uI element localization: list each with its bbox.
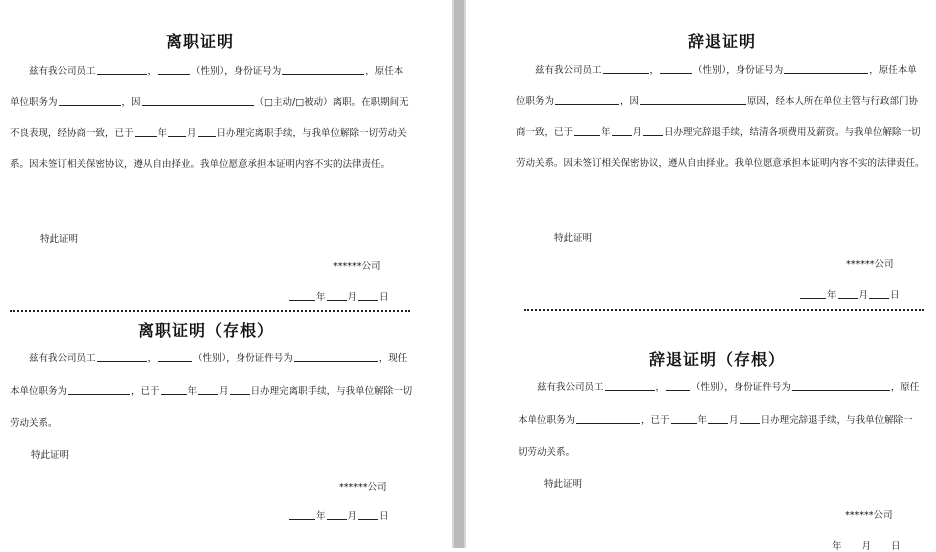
- year-label: 年: [827, 290, 837, 301]
- cut-line-divider: [524, 309, 924, 311]
- dismissal-closing: 特此证明: [554, 233, 593, 244]
- text-segment: 年: [697, 414, 708, 426]
- dismissal-body: [516, 55, 926, 179]
- text-segment: ，原任本单位职务为: [516, 65, 917, 107]
- id-number-blank[interactable]: [294, 351, 378, 362]
- text-segment: ，: [147, 353, 158, 364]
- month-blank[interactable]: [838, 288, 858, 299]
- day-blank[interactable]: [358, 509, 378, 520]
- month-blank[interactable]: [168, 126, 186, 137]
- text-segment: ，: [655, 382, 666, 393]
- month-label: 月: [858, 290, 869, 301]
- resignation-stub-body: [10, 343, 414, 441]
- month-blank[interactable]: [612, 125, 632, 136]
- dismissal-stub-date: [832, 538, 901, 552]
- text-segment: 日办理完辞退手续，与我单位解除一切劳动关系。: [518, 414, 913, 458]
- text-segment: 兹有我公司员工: [535, 65, 602, 76]
- resignation-stub-closing: 特此证明: [31, 450, 70, 461]
- text-segment: 年: [187, 385, 198, 397]
- day-blank[interactable]: [869, 288, 889, 299]
- document-page-left: [0, 0, 452, 548]
- text-segment: （性别），身份证号为: [191, 66, 282, 77]
- id-number-blank[interactable]: [792, 380, 890, 391]
- year-blank[interactable]: [161, 384, 187, 395]
- id-number-blank[interactable]: [784, 63, 868, 74]
- month-blank[interactable]: [708, 413, 728, 424]
- document-page-right: [466, 0, 936, 552]
- text-segment: 月: [729, 414, 739, 426]
- gender-blank[interactable]: [158, 64, 190, 75]
- text-segment: 年: [601, 127, 611, 138]
- resignation-stub-date: [288, 508, 389, 522]
- day-blank[interactable]: [358, 290, 378, 301]
- id-number-blank[interactable]: [282, 64, 364, 75]
- gender-blank[interactable]: [158, 351, 192, 362]
- year-label: 年: [316, 511, 326, 522]
- employee-name-blank[interactable]: [605, 380, 655, 391]
- text-segment: ，因: [620, 96, 640, 107]
- dismissal-company: ******公司: [846, 259, 894, 270]
- resignation-title: 离职证明: [166, 32, 235, 51]
- text-segment: 日办理完离职手续，与我单位解除一切劳动关系。因未签订相关保密协议，遵从自由择业。我单位愿意承担本证明内容不实的法律责任。: [10, 128, 407, 170]
- text-segment: ，: [649, 65, 660, 76]
- text-segment: （性别），身份证件号为: [193, 353, 293, 364]
- reason-blank[interactable]: [640, 94, 746, 105]
- text-segment: ，已于: [641, 414, 670, 426]
- gender-blank[interactable]: [666, 380, 690, 391]
- month-label: 月: [347, 292, 358, 303]
- resignation-company: ******公司: [333, 261, 381, 272]
- page-gutter: [452, 0, 466, 548]
- text-segment: ，: [147, 66, 158, 77]
- month-label: 月: [347, 511, 358, 522]
- year-blank[interactable]: [135, 126, 157, 137]
- year-blank[interactable]: [574, 125, 600, 136]
- text-segment: 月: [219, 385, 229, 397]
- dismissal-stub-title: 辞退证明（存根）: [649, 350, 786, 369]
- reason-blank[interactable]: [142, 95, 254, 106]
- year-label: 年: [832, 541, 842, 552]
- year-blank[interactable]: [289, 290, 315, 301]
- text-segment: （性别），身份证号为: [693, 65, 784, 76]
- text-segment: 兹有我公司员工: [29, 66, 96, 77]
- resignation-body: [10, 56, 412, 180]
- employee-name-blank[interactable]: [97, 351, 147, 362]
- employee-name-blank[interactable]: [97, 64, 147, 75]
- month-label: 月: [861, 541, 872, 552]
- text-segment: ，原任本单位职务为: [518, 382, 920, 426]
- resignation-date: [288, 289, 389, 303]
- dismissal-stub-company: ******公司: [845, 510, 893, 521]
- text-segment: 月: [187, 128, 197, 139]
- day-label: 日: [379, 292, 389, 303]
- day-blank[interactable]: [230, 384, 250, 395]
- position-blank[interactable]: [68, 384, 130, 395]
- text-segment: ，现任本单位职务为: [10, 353, 408, 397]
- text-segment: 年: [157, 128, 168, 139]
- text-segment: （□主动/□被动）离职。在职期间无不良表现，经协商一致，已于: [10, 97, 409, 139]
- resignation-stub-title: 离职证明（存根）: [138, 321, 275, 340]
- year-blank[interactable]: [671, 413, 697, 424]
- position-blank[interactable]: [555, 94, 619, 105]
- year-blank[interactable]: [289, 509, 315, 520]
- text-segment: 兹有我公司员工: [29, 353, 96, 364]
- text-segment: ，原任本单位职务为: [10, 66, 404, 108]
- day-label: 日: [379, 511, 389, 522]
- day-label: 日: [890, 290, 900, 301]
- dismissal-stub-closing: 特此证明: [544, 479, 583, 490]
- day-blank[interactable]: [740, 413, 760, 424]
- dismissal-stub-body: [518, 372, 922, 470]
- day-gap[interactable]: [872, 539, 890, 550]
- year-blank[interactable]: [800, 288, 826, 299]
- position-blank[interactable]: [59, 95, 121, 106]
- month-gap[interactable]: [843, 539, 861, 550]
- resignation-closing: 特此证明: [40, 234, 79, 245]
- text-segment: 日办理完离职手续，与我单位解除一切劳动关系。: [10, 385, 413, 429]
- day-blank[interactable]: [643, 125, 663, 136]
- month-blank[interactable]: [327, 509, 347, 520]
- text-segment: 日办理完辞退手续，结清各项费用及薪资。与我单位解除一切劳动关系。因未签订相关保密协议，遵从自由择业。我单位愿意承担本证明内容不实的法律责任。: [516, 127, 925, 169]
- day-label: 日: [891, 541, 901, 552]
- text-segment: ，已于: [131, 385, 160, 397]
- text-segment: 原因，经本人所在单位主管与行政部门协商一致，已于: [516, 96, 919, 138]
- text-segment: （性别），身份证件号为: [691, 382, 791, 393]
- text-segment: 月: [632, 127, 643, 138]
- day-blank[interactable]: [198, 126, 216, 137]
- year-label: 年: [316, 292, 326, 303]
- dismissal-title: 辞退证明: [688, 32, 757, 51]
- resignation-stub-company: ******公司: [339, 482, 387, 493]
- gender-blank[interactable]: [660, 63, 692, 74]
- cut-line-divider: [10, 310, 410, 312]
- month-blank[interactable]: [198, 384, 218, 395]
- text-segment: 兹有我公司员工: [537, 382, 604, 393]
- position-blank[interactable]: [576, 413, 640, 424]
- month-blank[interactable]: [327, 290, 347, 301]
- employee-name-blank[interactable]: [603, 63, 649, 74]
- text-segment: ，因: [121, 97, 141, 108]
- dismissal-date: [799, 287, 900, 301]
